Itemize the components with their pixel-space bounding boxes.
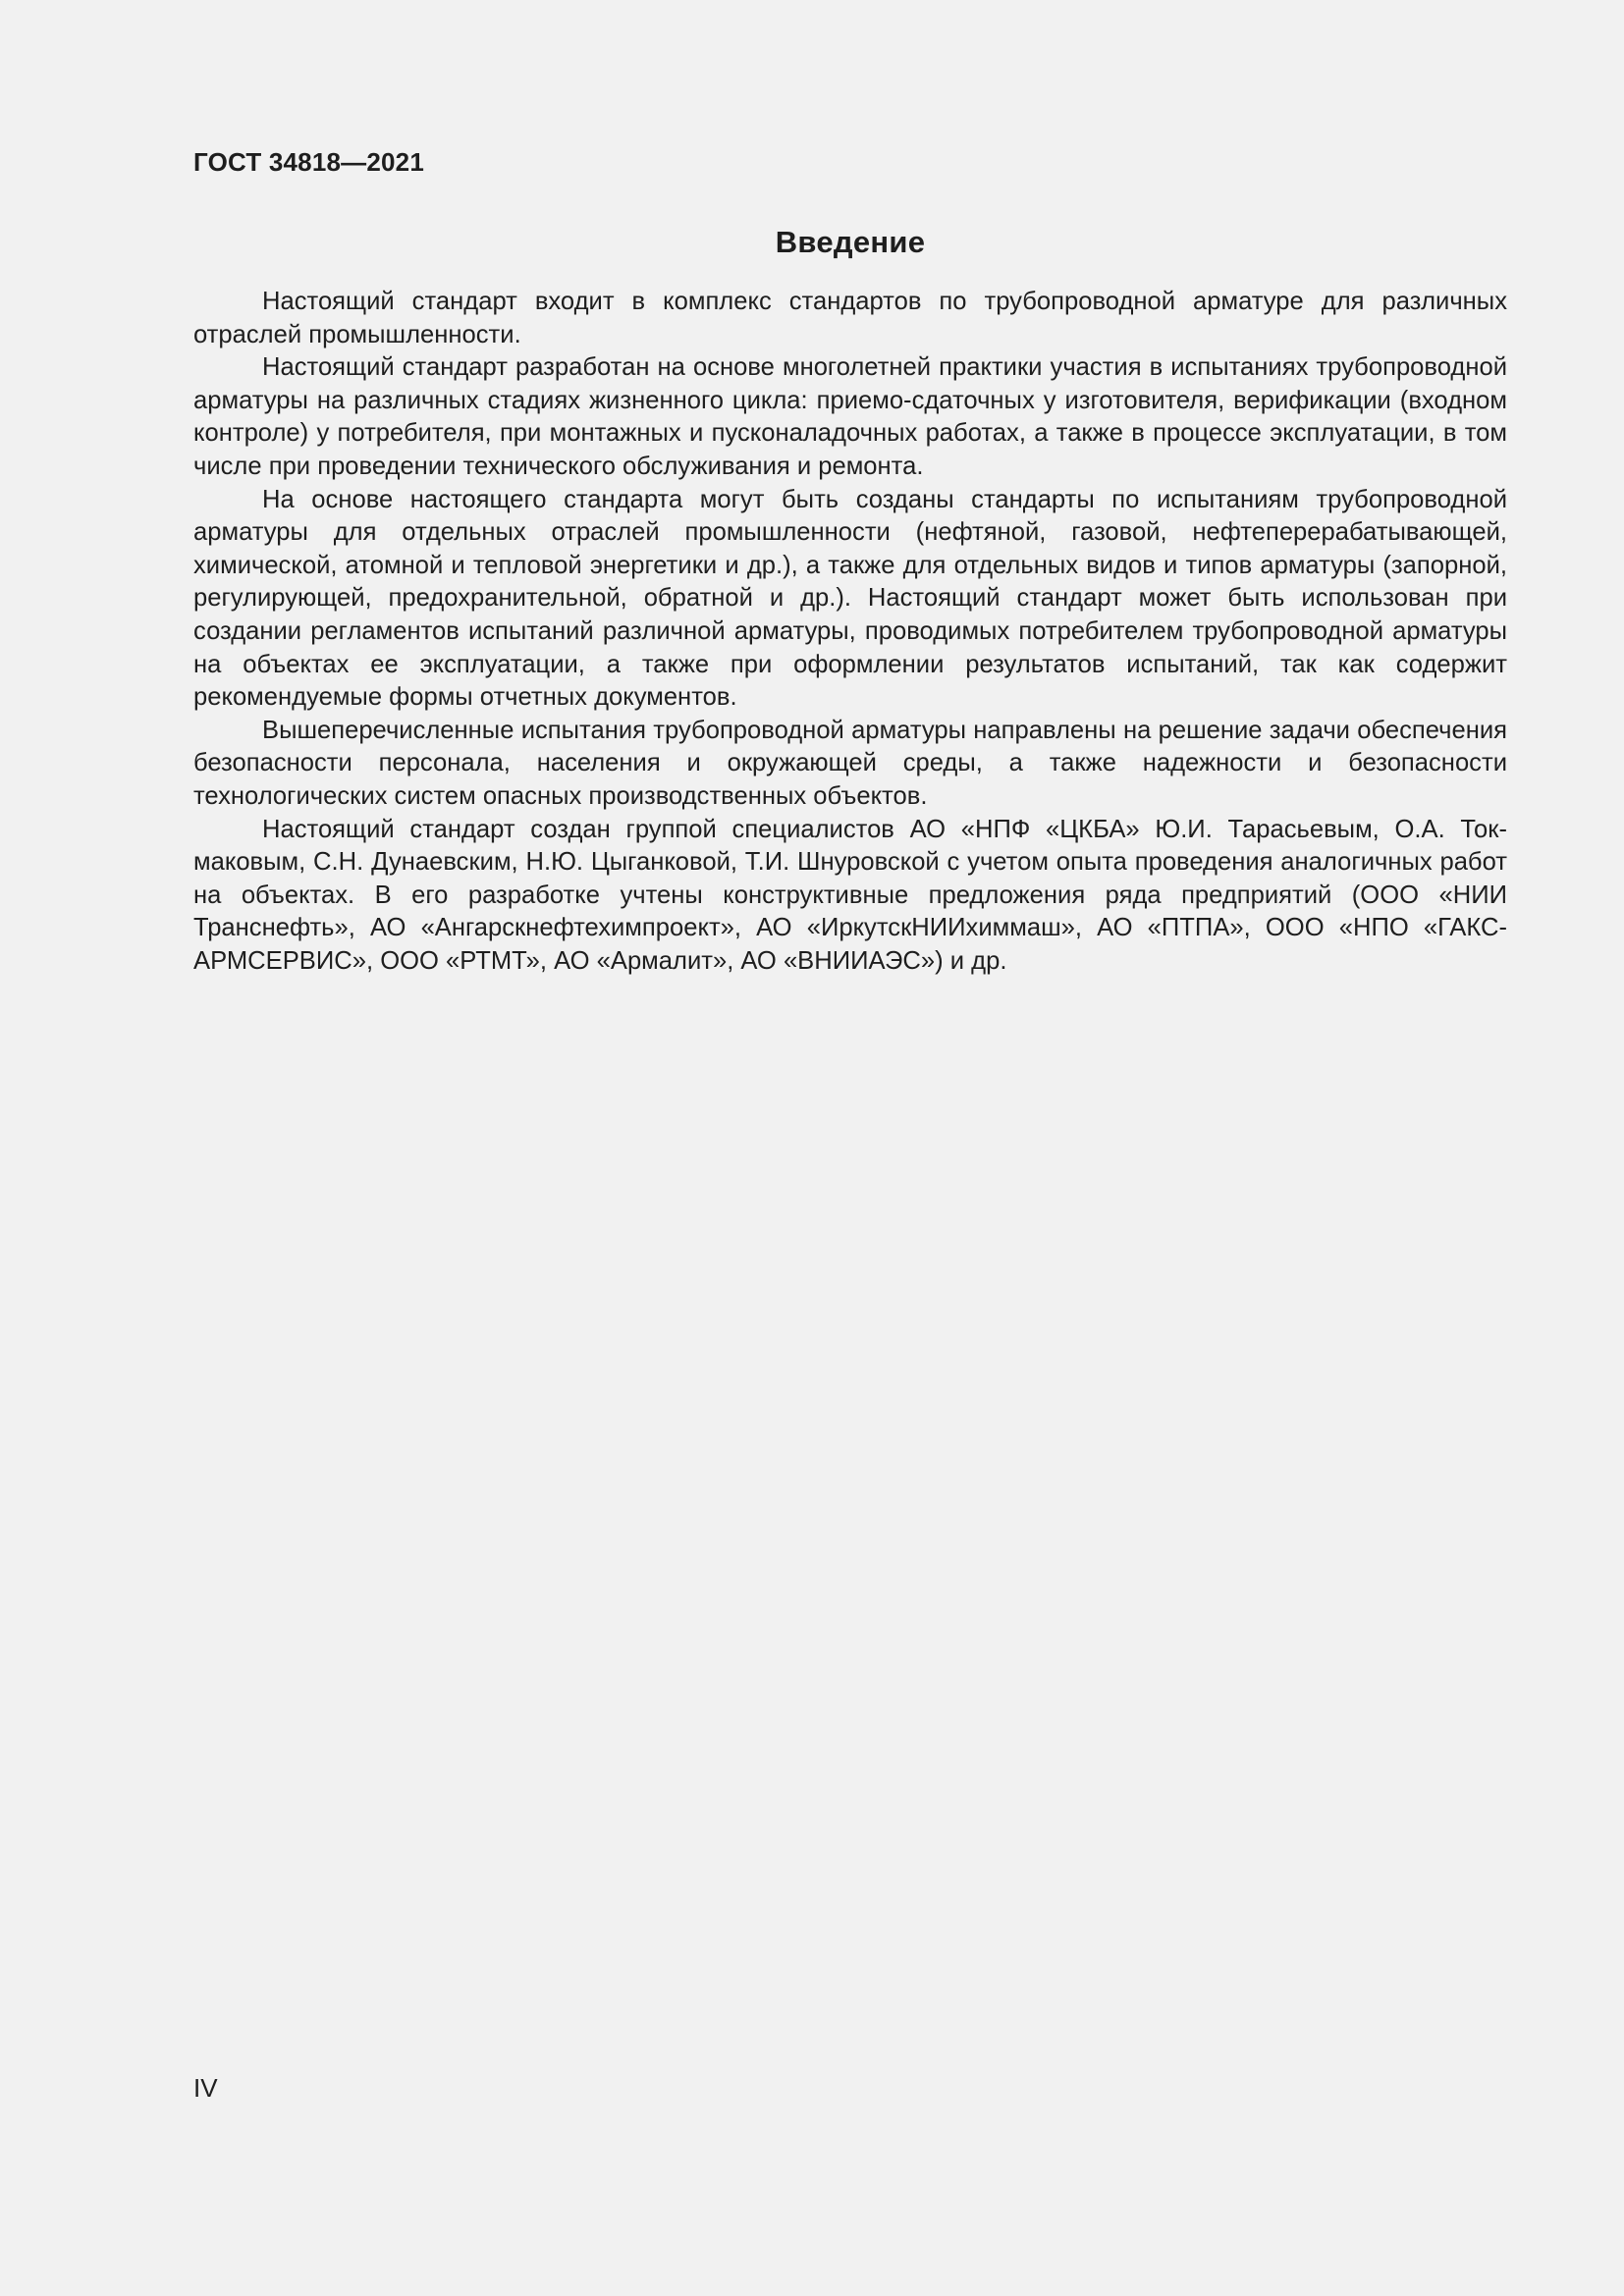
section-title: Введение <box>775 225 926 259</box>
paragraph: На основе настоящего стандарта могут быть созданы стандарты по испытаниям трубопроводной арматуры для отдельных отраслей промышленности (нефтяной, газовой, нефтеперерабатывающей, химической, атомной и тепловой энергетики и др.), а также для отдельных видов и типов арматуры (запорной, регулирующей, предохранительной, обратной и др.). Настоящий стандарт может быть использован при создании регламентов испытаний различной арматуры, проводимых потребителем трубопроводной арматуры на объектах ее эксплуатации, а также при оформлении результатов испытаний, так как содержит рекомендуемые формы отчетных документов. <box>193 485 1507 712</box>
document-code-header: ГОСТ 34818—2021 <box>193 147 424 177</box>
paragraph: Вышеперечисленные испытания трубопроводной арматуры направлены на решение задачи обеспечения безопасности персонала, населения и окружающей среды, а также надежности и безопасности технологических систем опасных производственных объектов. <box>193 716 1507 810</box>
page-number: IV <box>193 2073 218 2103</box>
paragraph: Настоящий стандарт входит в комплекс стандартов по трубопроводной арматуре для различных отраслей промышленности. <box>193 288 1507 348</box>
paragraph: Настоящий стандарт создан группой специалистов АО «НПФ «ЦКБА» Ю.И. Тарасьевым, О.А. Токмаковым, С.Н. Дунаевским, Н.Ю. Цыганковой, Т.И. Шнуровской с учетом опыта проведения аналогичных работ на объектах. В его разработке учтены конструктивные предложения ряда предприятий (ООО «НИИ Транснефть», АО «Ангарскнефтехимпроект», АО «ИркутскНИИхиммаш», АО «ПТПА», ООО «НПО «ГАКС-АРМСЕРВИС», ООО «РТМТ», АО «Армалит», АО «ВНИИАЭС») и др. <box>193 815 1507 975</box>
paragraph: Настоящий стандарт разработан на основе многолетней практики участия в испытаниях трубопроводной арматуры на различных стадиях жизненного цикла: приемо-сдаточных у изготовителя, верификации (входном контроле) у потребителя, при монтажных и пусконаладочных работах, а также в процессе эксплуатации, в том числе при проведении технического обслуживания и ремонта. <box>193 353 1507 480</box>
introduction-body <box>193 286 1507 978</box>
